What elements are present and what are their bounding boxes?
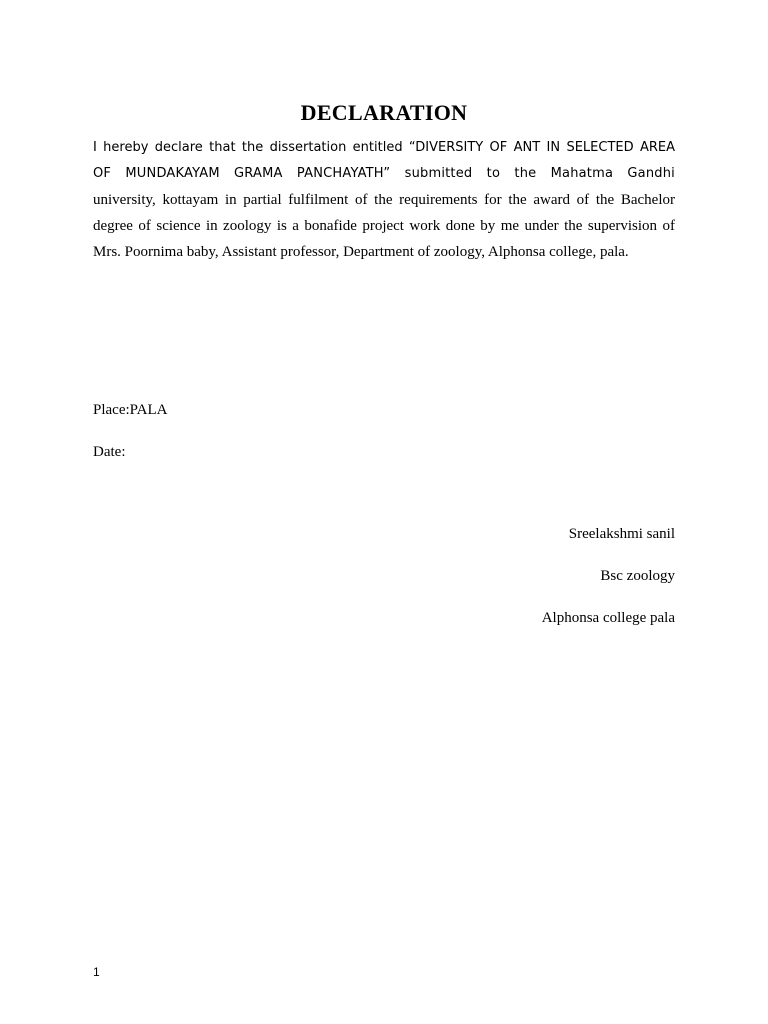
signatory-college: Alphonsa college pala — [541, 610, 675, 626]
signatory-name: Sreelakshmi sanil — [568, 526, 675, 542]
document-title: DECLARATION — [300, 100, 468, 125]
declaration-line-3: university, kottayam in partial fulfilment of the requirements for the award of the Bachelor — [93, 192, 675, 208]
date-field: Date: — [93, 444, 126, 460]
declaration-line-2: OF MUNDAKAYAM GRAMA PANCHAYATH” submitted to the Mahatma Gandhi — [93, 166, 675, 181]
declaration-line-1: I hereby declare that the dissertation entitled “DIVERSITY OF ANT IN SELECTED AREA — [93, 140, 675, 155]
page-number: 1 — [93, 965, 100, 979]
place-field: Place:PALA — [93, 402, 168, 418]
declaration-line-5: Mrs. Poornima baby, Assistant professor, Department of zoology, Alphonsa college, pala. — [93, 244, 629, 260]
declaration-paragraph — [93, 135, 675, 265]
declaration-line-4: degree of science in zoology is a bonafide project work done by me under the supervision of — [93, 218, 675, 234]
signatory-course: Bsc zoology — [600, 568, 675, 584]
